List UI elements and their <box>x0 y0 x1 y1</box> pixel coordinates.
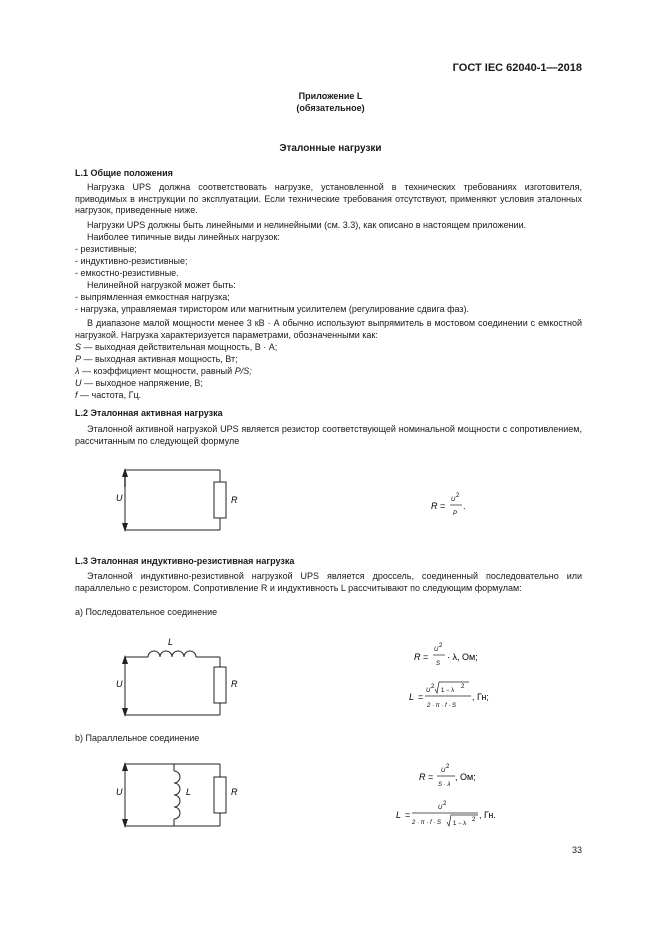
formula-series-l <box>403 680 513 714</box>
l1-paragraph-4: Нелинейной нагрузкой может быть: <box>87 280 236 290</box>
l2-paragraph-1: Эталонной активной нагрузкой UPS является резистор соответствующей номинальной мощности с сопротивлением, рассчитанным по следующей формуле <box>75 424 582 446</box>
list-item: - выпрямленная емкостная нагрузка; <box>75 292 230 302</box>
formula-exp: 2 <box>439 643 443 649</box>
formula-num: U <box>451 497 456 503</box>
formula-root-exp: 2 <box>461 684 465 690</box>
formula-den: S · λ <box>438 782 451 788</box>
inductor-symbol <box>148 651 196 657</box>
formula-parallel-r <box>413 762 503 792</box>
formula-num: U <box>441 768 446 774</box>
formula-root-exp: 2 <box>472 817 476 823</box>
formula-tail: , Гн. <box>479 810 496 820</box>
formula-eq: = <box>423 652 429 662</box>
arrow-head-up <box>122 762 128 771</box>
formula-num: U <box>426 688 431 694</box>
formula-tail: · λ, Ом; <box>447 652 478 662</box>
formula-eq: = <box>405 810 411 820</box>
inductor-symbol <box>174 771 180 819</box>
annex-status: (обязательное) <box>296 103 365 113</box>
formula-tail: , Ом; <box>455 772 476 782</box>
param-u: U — выходное напряжение, В; <box>75 378 203 388</box>
list-item: - резистивные; <box>75 244 137 254</box>
formula-lhs: R <box>431 501 438 511</box>
arrow-head-up <box>122 468 128 477</box>
formula-exp: 2 <box>431 684 435 690</box>
formula-eq: = <box>428 772 434 782</box>
arrow-head-down <box>122 523 128 532</box>
formula-exp: 2 <box>456 493 460 499</box>
arrow-head-down <box>122 708 128 717</box>
formula-lhs: R <box>419 772 426 782</box>
formula-tail: , Гн; <box>472 692 489 702</box>
formula-den: 2 · π · f · S <box>412 820 442 826</box>
annex-name: Эталонные нагрузки <box>279 143 382 154</box>
section-l1-heading: L.1 Общие положения <box>75 168 173 178</box>
arrow-head-up <box>122 655 128 664</box>
inductor-label: L <box>168 637 174 647</box>
resistor-label: R <box>231 679 238 689</box>
section-l3-heading: L.3 Эталонная индуктивно-резистивная нагрузка <box>75 556 295 566</box>
resistor-symbol <box>214 667 226 703</box>
formula-lhs: L <box>409 692 415 702</box>
circuit-parallel <box>110 760 260 830</box>
formula-den: 2 · π · f · S <box>427 703 457 709</box>
parallel-label: b) Параллельное соединение <box>75 733 200 743</box>
l1-paragraph-2: Нагрузки UPS должны быть линейными и нелинейными (см. 3.3), как описано в настоящем приложении. <box>87 220 527 230</box>
formula-lhs: L <box>396 810 402 820</box>
circuit-series <box>110 633 260 721</box>
resistor-label: R <box>231 495 238 505</box>
list-item: - нагрузка, управляемая тиристором или магнитным усилителем (регулирование сдвига фаз). <box>75 304 470 314</box>
list-item: - индуктивно-резистивные; <box>75 256 188 266</box>
circuit-resistive <box>110 465 260 540</box>
formula-parallel-l <box>390 798 510 832</box>
resistor-symbol <box>214 777 226 813</box>
voltage-label: U <box>116 787 123 797</box>
formula-end: . <box>463 501 466 511</box>
param-lambda: λ — коэффициент мощности, равный P/S; <box>75 366 252 376</box>
formula-den: P <box>453 511 458 517</box>
param-s: S — выходная действительная мощность, В · А; <box>75 342 278 352</box>
arrow-head-down <box>122 819 128 828</box>
formula-root: 1 − λ <box>453 821 467 827</box>
l1-paragraph-3: Наиболее типичные виды линейных нагрузок: <box>87 232 280 242</box>
l3-paragraph-1: Эталонной индуктивно-резистивной нагрузкой UPS является дроссель, соединенный последовательно или параллельно с резистором. Сопротивление R и индуктивность L рассчитывают по следующим формулам: <box>75 571 582 593</box>
formula-r-active <box>425 490 485 520</box>
inductor-label: L <box>186 787 192 797</box>
formula-exp: 2 <box>446 764 450 770</box>
section-l2-heading: L.2 Эталонная активная нагрузка <box>75 408 223 418</box>
annex-title: Приложение L <box>298 91 363 101</box>
formula-exp: 2 <box>443 801 447 807</box>
formula-eq: = <box>440 501 446 511</box>
param-f: f — частота, Гц. <box>75 390 142 400</box>
voltage-label: U <box>116 493 123 503</box>
l1-paragraph-1: Нагрузка UPS должна соответствовать нагрузке, установленной в технических требованиях изготовителя, приводимых в инструкции по эксплуатации. Если технические требования отсутствуют, применяют условия эталонных нагрузок, приведенные ниже. <box>75 182 582 216</box>
l1-paragraph-5: В диапазоне малой мощности менее 3 кВ · А обычно используют выпрямитель в мостовом соединении с емкостной нагрузкой. Нагрузка характеризуется параметрами, обозначенными как: <box>75 318 582 340</box>
page-number: 33 <box>571 845 582 855</box>
formula-num: U <box>438 805 443 811</box>
formula-series-r <box>408 641 508 671</box>
list-item: - емкостно-резистивные. <box>75 268 179 278</box>
param-p: P — выходная активная мощность, Вт; <box>75 354 238 364</box>
resistor-symbol <box>214 482 226 518</box>
series-label: а) Последовательное соединение <box>75 607 218 617</box>
voltage-label: U <box>116 679 123 689</box>
formula-den: S <box>436 661 441 667</box>
resistor-label: R <box>231 787 238 797</box>
formula-num: U <box>434 647 439 653</box>
formula-lhs: R <box>414 652 421 662</box>
formula-root: 1 − λ <box>441 688 455 694</box>
standard-number: ГОСТ IEC 62040-1—2018 <box>452 62 582 74</box>
formula-eq: = <box>418 692 424 702</box>
